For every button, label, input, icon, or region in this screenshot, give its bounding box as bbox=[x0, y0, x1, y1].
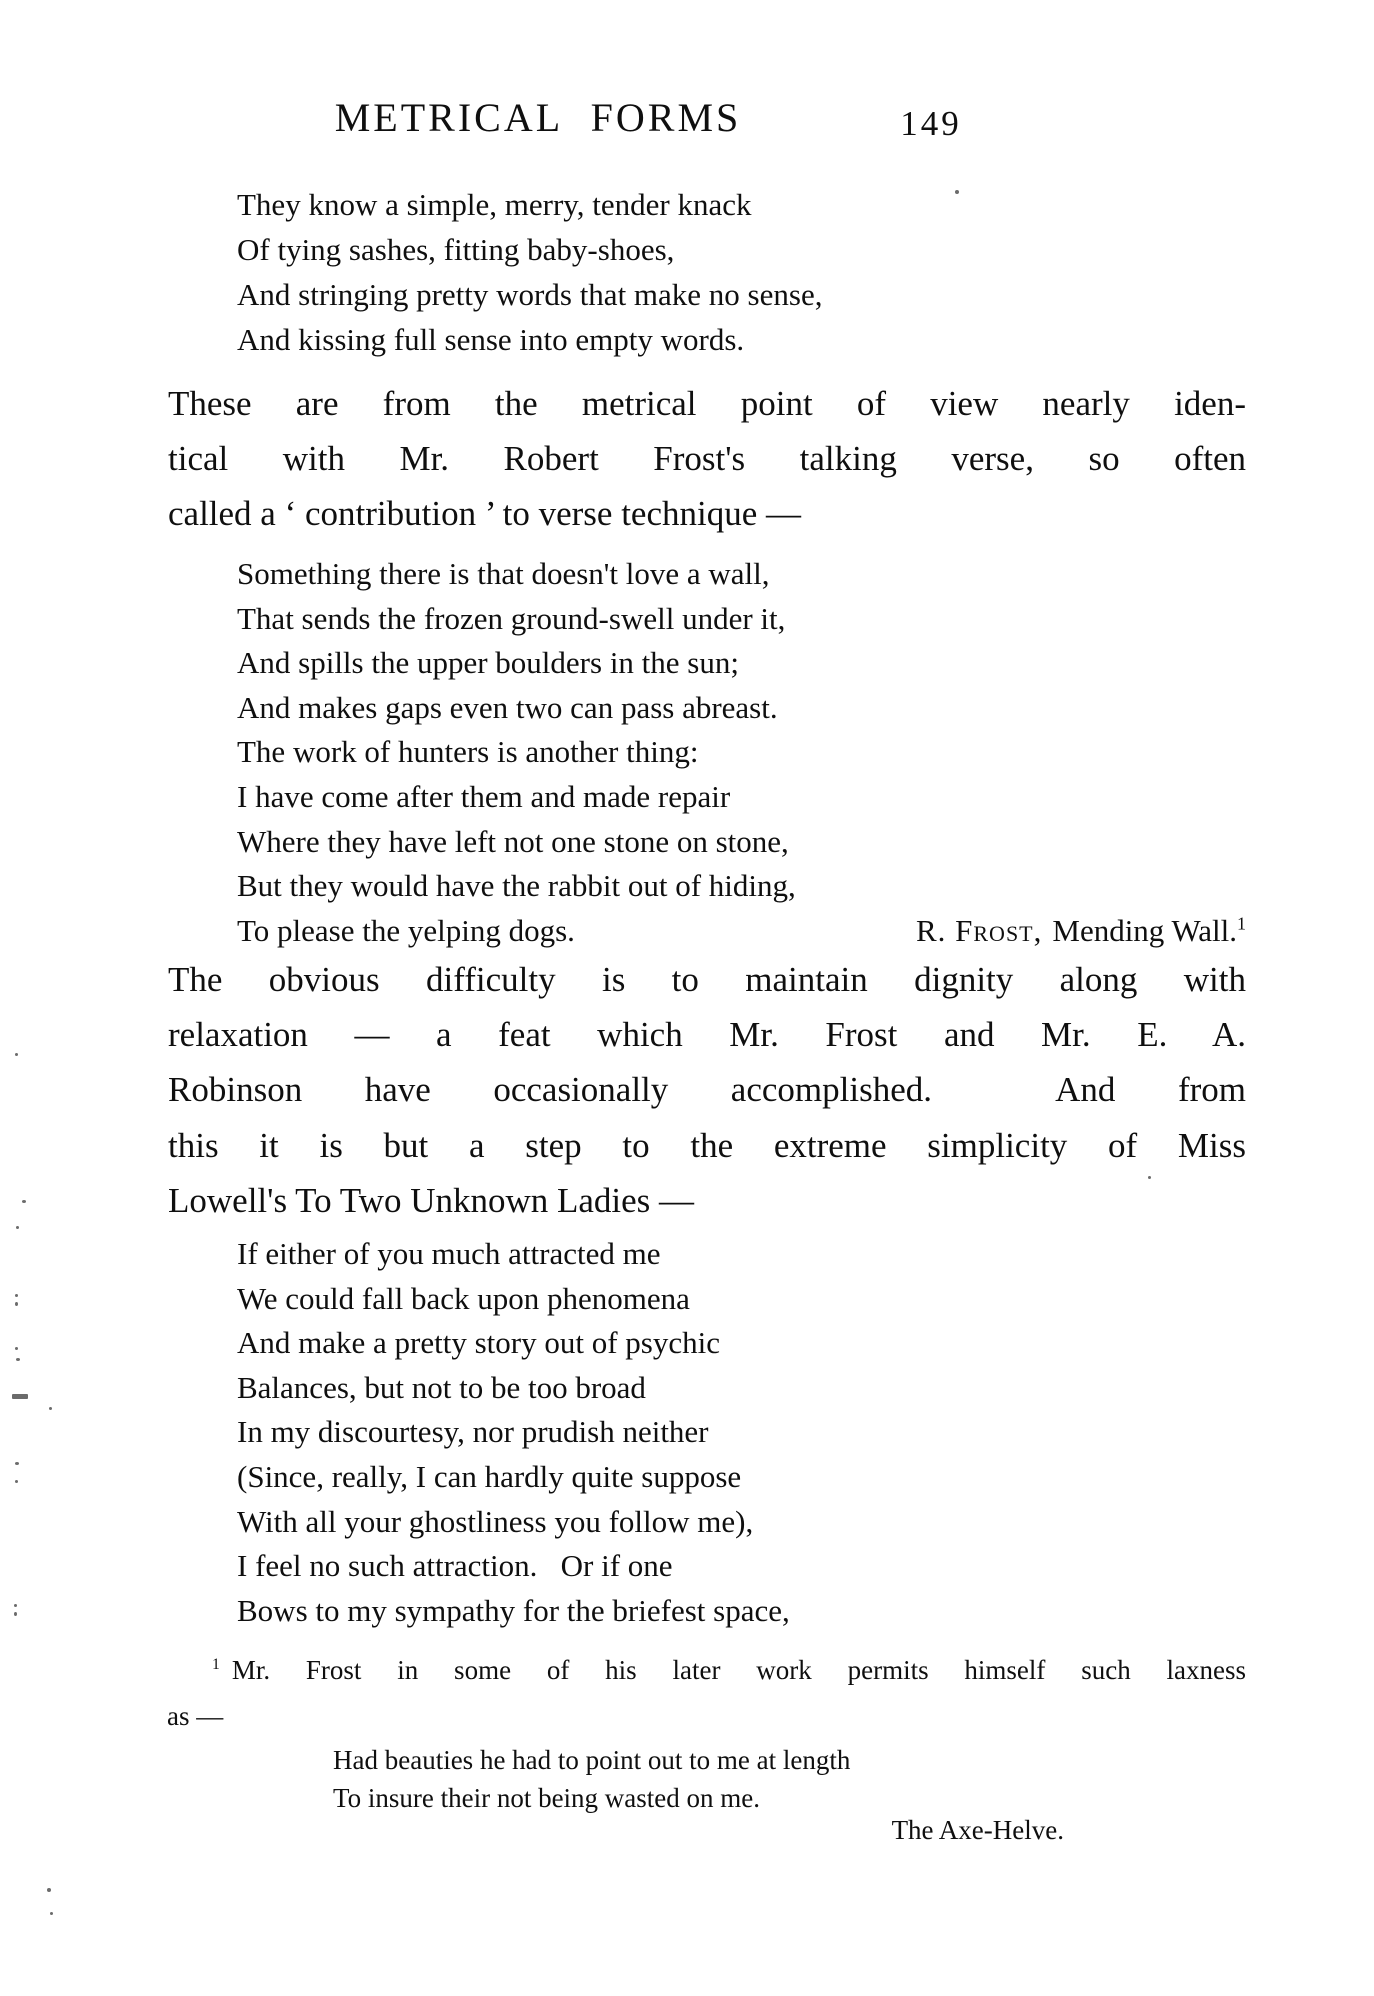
poem-line: The work of hunters is another thing: bbox=[237, 734, 699, 770]
scan-dash-mark bbox=[12, 1394, 28, 1399]
poem-line: And make a pretty story out of psychic bbox=[237, 1325, 720, 1361]
poem-line: If either of you much attracted me bbox=[237, 1236, 661, 1271]
footnote-number: 1 bbox=[212, 1656, 220, 1673]
poem-line: To please the yelping dogs. bbox=[237, 912, 575, 948]
scan-speck bbox=[50, 1912, 53, 1915]
footnote-text-line-2: as — bbox=[167, 1701, 224, 1731]
scan-speck bbox=[15, 1053, 18, 1056]
scan-speck bbox=[16, 1358, 20, 1361]
poem-line: (Since, really, I can hardly quite suppose bbox=[237, 1458, 742, 1494]
footnote-quote-block bbox=[333, 1742, 1064, 1817]
prose-line: Lowell's To Two Unknown Ladies — bbox=[168, 1180, 695, 1220]
attribution-author: R. Frost, bbox=[915, 912, 1043, 948]
attribution-work: Mending Wall. bbox=[1052, 912, 1238, 948]
poem-attribution bbox=[916, 909, 1246, 954]
scan-speck bbox=[14, 1612, 17, 1616]
prose-line: These are from the metrical point of view nearly iden- bbox=[168, 384, 1246, 423]
footnote-attribution: The Axe-Helve. bbox=[891, 1815, 1064, 1845]
scan-speck bbox=[14, 1604, 17, 1607]
poem-line: We could fall back upon phenomena bbox=[237, 1280, 690, 1316]
footnote-text-line-1 bbox=[212, 1652, 1246, 1689]
footnote-quote-line: Had beauties he had to point out to me at length bbox=[333, 1745, 851, 1775]
poem-block-2 bbox=[237, 552, 1246, 953]
poem-line: Of tying sashes, fitting baby-shoes, bbox=[237, 232, 675, 267]
prose-line: Robinson have occasionally accomplished. And from bbox=[168, 1070, 1246, 1110]
poem-line: Something there is that doesn't love a wall, bbox=[237, 556, 770, 591]
scan-speck bbox=[49, 1407, 52, 1410]
footnote-quote-line: To insure their not being wasted on me. bbox=[333, 1782, 761, 1813]
prose-line: this it is but a step to the extreme simplicity of Miss bbox=[168, 1125, 1246, 1165]
paragraph-2 bbox=[168, 952, 1246, 1228]
page-title: METRICAL FORMS bbox=[334, 95, 742, 140]
footnote-text: Mr. Frost in some of his later work permits himself such laxness bbox=[231, 1655, 1246, 1685]
footnote-reference-mark: 1 bbox=[1237, 913, 1246, 934]
scan-speck bbox=[15, 1294, 18, 1297]
poem-line: And makes gaps even two can pass abreast. bbox=[237, 689, 778, 725]
paragraph-1 bbox=[168, 376, 1246, 542]
poem-line: In my discourtesy, nor prudish neither bbox=[237, 1414, 709, 1450]
scan-speck bbox=[955, 190, 959, 194]
poem-line: And stringing pretty words that make no sense, bbox=[237, 277, 823, 312]
poem-line: Bows to my sympathy for the briefest space, bbox=[237, 1592, 790, 1628]
poem-line: That sends the frozen ground-swell under it, bbox=[237, 600, 786, 636]
prose-line: The obvious difficulty is to maintain dignity along with bbox=[168, 960, 1246, 999]
prose-line: called a ‘ contribution ’ to verse technique — bbox=[168, 494, 802, 534]
page-number: 149 bbox=[900, 104, 962, 143]
scan-speck bbox=[15, 1347, 18, 1350]
poem-line: Where they have left not one stone on stone, bbox=[237, 823, 789, 859]
prose-line: tical with Mr. Robert Frost's talking verse, so often bbox=[168, 439, 1246, 479]
poem-line: And kissing full sense into empty words. bbox=[237, 322, 745, 357]
poem-line: They know a simple, merry, tender knack bbox=[237, 187, 752, 222]
poem-line: But they would have the rabbit out of hiding, bbox=[237, 868, 796, 904]
scan-speck bbox=[15, 1480, 18, 1483]
poem-line: I have come after them and made repair bbox=[237, 778, 731, 814]
poem-block-1 bbox=[237, 182, 822, 362]
scan-speck bbox=[47, 1888, 51, 1892]
poem-line: And spills the upper boulders in the sun; bbox=[237, 645, 739, 681]
prose-line: relaxation — a feat which Mr. Frost and Mr. E. A. bbox=[168, 1015, 1246, 1055]
poem-line: Balances, but not to be too broad bbox=[237, 1369, 646, 1405]
poem-line: With all your ghostliness you follow me), bbox=[237, 1503, 754, 1539]
scan-speck bbox=[15, 1462, 19, 1465]
scan-speck bbox=[16, 1226, 19, 1229]
scan-speck bbox=[1148, 1176, 1151, 1179]
poem-line: I feel no such attraction. Or if one bbox=[237, 1548, 673, 1584]
scan-speck bbox=[22, 1200, 26, 1203]
poem-block-3 bbox=[237, 1232, 790, 1633]
scan-speck bbox=[15, 1302, 18, 1306]
poem-last-line-with-attribution bbox=[237, 909, 1246, 954]
